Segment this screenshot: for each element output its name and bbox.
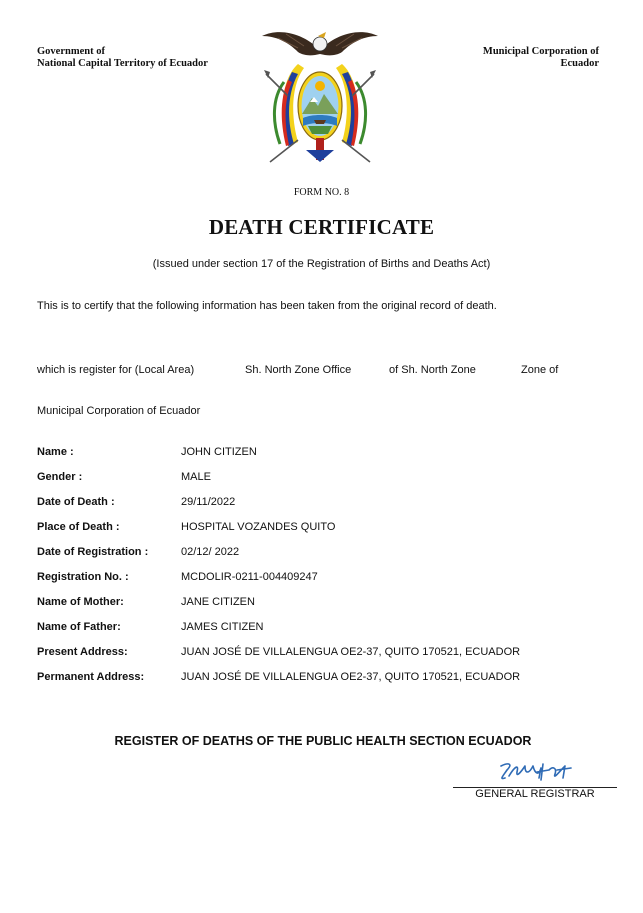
register-line-local-area: which is register for (Local Area) [37,364,195,376]
document-title: DEATH CERTIFICATE [208,215,435,239]
issuer-right-line2: Ecuador [560,58,599,69]
field-value: 29/11/2022 [181,496,236,508]
field-label: Gender : [37,471,83,483]
field-label: Present Address: [37,646,128,658]
field-label: Date of Death : [37,496,115,508]
field-label: Permanent Address: [37,671,145,683]
field-row-father [37,621,617,646]
field-row-date-of-registration [37,546,617,571]
register-line-zone-of: Zone of [521,364,559,376]
field-label: Name of Mother: [37,596,124,608]
field-value: JAMES CITIZEN [181,621,264,633]
register-line-zone: of Sh. North Zone [389,364,476,376]
field-row-name [37,446,617,471]
field-value: HOSPITAL VOZANDES QUITO [181,521,336,533]
issuer-right [483,46,599,70]
register-section-title: REGISTER OF DEATHS OF THE PUBLIC HEALTH SECTION ECUADOR [114,734,532,748]
field-row-present-address [37,646,617,671]
field-value: JUAN JOSÉ DE VILLALENGUA OE2-37, QUITO 170521, ECUADOR [181,646,521,658]
field-label: Place of Death : [37,521,120,533]
form-number: FORM NO. 8 [293,187,350,198]
certify-statement: This is to certify that the following information has been taken from the original record of death. [37,300,497,312]
field-value: MALE [181,471,211,483]
field-value: JOHN CITIZEN [181,446,257,458]
field-row-date-of-death [37,496,617,521]
field-value: JUAN JOSÉ DE VILLALENGUA OE2-37, QUITO 170521, ECUADOR [181,671,521,683]
field-row-gender [37,471,617,496]
field-row-mother [37,596,617,621]
field-value: 02/12/ 2022 [181,546,240,558]
field-value: MCDOLIR-0211-004409247 [181,571,318,583]
register-line-office: Sh. North Zone Office [245,364,352,376]
field-label: Registration No. : [37,571,129,583]
handwritten-signature-icon [495,758,575,784]
field-row-permanent-address [37,671,617,696]
death-record-fields [37,446,617,696]
ecuador-coat-of-arms-icon [258,22,382,174]
document-subtitle: (Issued under section 17 of the Registration of Births and Deaths Act) [152,258,491,270]
issuer-right-line1: Municipal Corporation of [482,46,599,57]
issuer-left-line2: National Capital Territory of Ecuador [37,58,208,69]
field-row-registration-no [37,571,617,596]
field-label: Date of Registration : [37,546,149,558]
field-row-place-of-death [37,521,617,546]
issuer-left-line1: Government of [37,46,105,57]
municipal-line: Municipal Corporation of Ecuador [37,405,201,417]
field-value: JANE CITIZEN [181,596,255,608]
issuer-left [37,46,208,70]
field-label: Name : [37,446,74,458]
signatory-title: GENERAL REGISTRAR [475,788,595,800]
field-label: Name of Father: [37,621,121,633]
